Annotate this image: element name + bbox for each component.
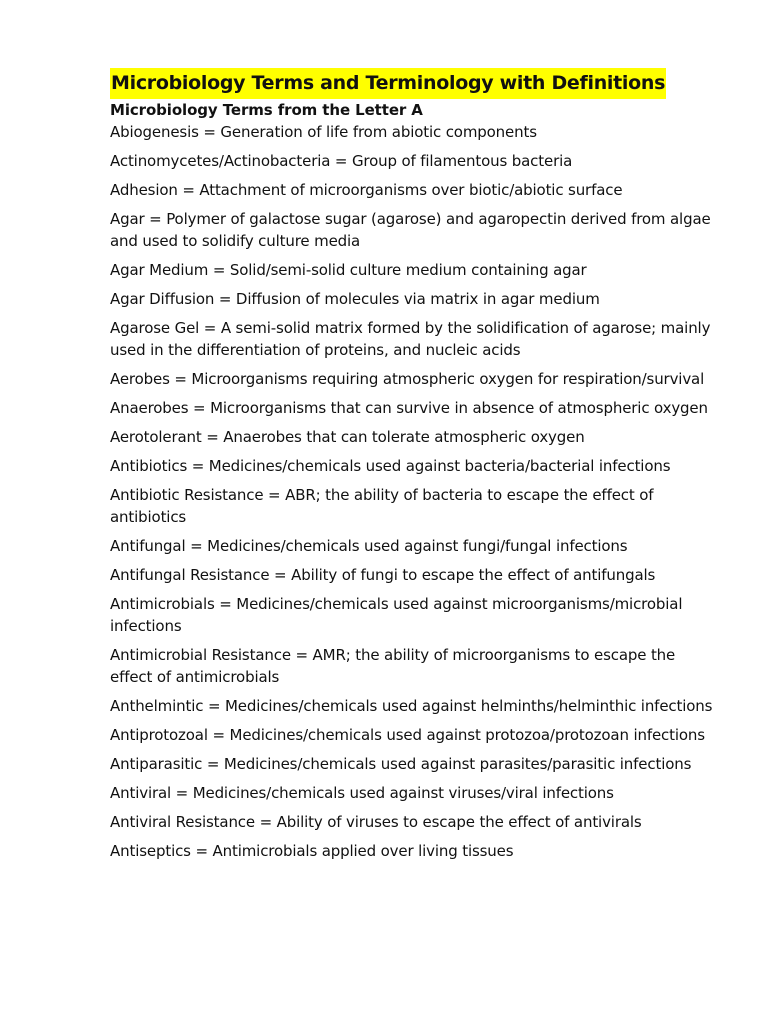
term-definition: Adhesion = Attachment of microorganisms over biotic/abiotic surface (110, 181, 623, 199)
term-definition: Antiviral Resistance = Ability of viruses to escape the effect of antivirals (110, 813, 642, 831)
term-definition: Actinomycetes/Actinobacteria = Group of filamentous bacteria (110, 152, 573, 170)
term-definition: Agar Medium = Solid/semi-solid culture medium containing agar (110, 261, 587, 279)
term-definition: Agarose Gel = A semi-solid matrix formed by the solidification of agarose; mainly used in the differentiation of proteins, and nucleic acids (110, 319, 711, 359)
term-definition: Antimicrobial Resistance = AMR; the ability of microorganisms to escape the effect of antimicrobials (110, 646, 676, 686)
term-definition: Antibiotics = Medicines/chemicals used against bacteria/bacterial infections (110, 457, 671, 475)
document-page (110, 68, 720, 869)
term-definition: Abiogenesis = Generation of life from abiotic components (110, 123, 537, 141)
term-definition: Antifungal = Medicines/chemicals used against fungi/fungal infections (110, 537, 628, 555)
term-definition: Aerobes = Microorganisms requiring atmospheric oxygen for respiration/survival (110, 370, 705, 388)
section-heading: Microbiology Terms from the Letter A (110, 101, 423, 119)
term-definition: Agar Diffusion = Diffusion of molecules via matrix in agar medium (110, 290, 600, 308)
terms-list (110, 121, 720, 862)
term-definition: Aerotolerant = Anaerobes that can tolerate atmospheric oxygen (110, 428, 585, 446)
term-definition: Antiparasitic = Medicines/chemicals used against parasites/parasitic infections (110, 755, 692, 773)
document-title: Microbiology Terms and Terminology with Definitions (110, 68, 666, 99)
term-definition: Antibiotic Resistance = ABR; the ability of bacteria to escape the effect of antibiotics (110, 486, 654, 526)
term-definition: Anaerobes = Microorganisms that can survive in absence of atmospheric oxygen (110, 399, 708, 417)
term-definition: Antiviral = Medicines/chemicals used against viruses/viral infections (110, 784, 614, 802)
term-definition: Antifungal Resistance = Ability of fungi to escape the effect of antifungals (110, 566, 656, 584)
term-definition: Antiprotozoal = Medicines/chemicals used against protozoa/protozoan infections (110, 726, 705, 744)
term-definition: Anthelmintic = Medicines/chemicals used against helminths/helminthic infections (110, 697, 713, 715)
term-definition: Antimicrobials = Medicines/chemicals used against microorganisms/microbial infections (110, 595, 683, 635)
term-definition: Antiseptics = Antimicrobials applied over living tissues (110, 842, 514, 860)
term-definition: Agar = Polymer of galactose sugar (agarose) and agaropectin derived from algae and used to solidify culture media (110, 210, 711, 250)
